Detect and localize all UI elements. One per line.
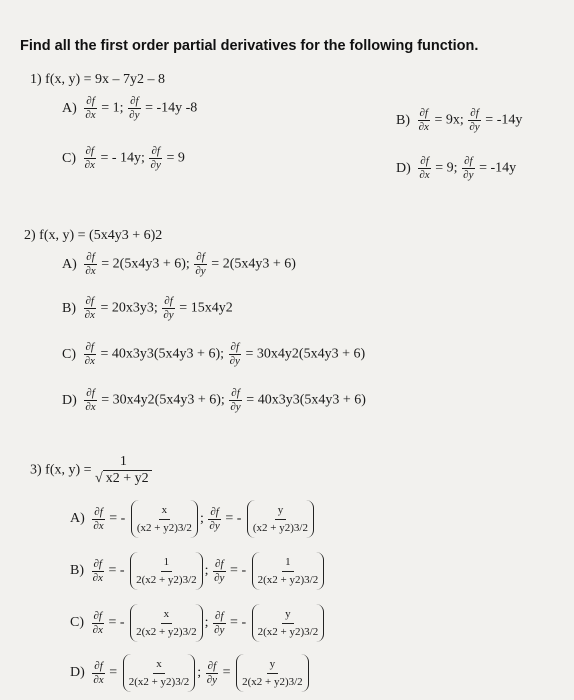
q3-option-c[interactable]: C) $\frac{\partial f}{\partial x}$ = - $\frac{x}{2(x2 + y2)3/2}$ ; $\frac{\partial f}{\partial y}$ = - $\frac{y}{2(x2 + y2)3/2}$ [70,604,326,642]
q3-stem: 3) f(x, y) = $\frac{1}{√ x2 + y2}$ [30,454,152,487]
q1-option-c[interactable]: C) $\frac{\partial f}{\partial x}$ = - 14y; $\frac{\partial f}{\partial y}$ = 9 [62,145,185,171]
q3-option-b[interactable]: B) $\frac{\partial f}{\partial x}$ = - $\frac{1}{2(x2 + y2)3/2}$ ; $\frac{\partial f}{\partial y}$ = - $\frac{1}{2(x2 + y2)3/2}$ [70,552,326,590]
q1-option-a[interactable]: A) $\frac{\partial f}{\partial x}$ = 1; $\frac{\partial f}{\partial y}$ = -14y -8 [62,95,198,121]
q2-option-b[interactable]: B) $\frac{\partial f}{\partial x}$ = 20x3y3; $\frac{\partial f}{\partial y}$ = 15x4y2 [62,295,233,321]
page-title: Find all the first order partial derivatives for the following function. [20,38,479,54]
q2-stem: 2) f(x, y) = (5x4y3 + 6)2 [24,228,163,243]
q1-option-d[interactable]: D) $\frac{\partial f}{\partial x}$ = 9; $\frac{\partial f}{\partial y}$ = -14y [396,155,517,181]
q2-option-d[interactable]: D) $\frac{\partial f}{\partial x}$ = 30x4y2(5x4y3 + 6); $\frac{\partial f}{\partial y}$ = 40x3y3(5x4y3 + 6) [62,387,366,413]
q3-option-d[interactable]: D) $\frac{\partial f}{\partial x}$ = $\frac{x}{2(x2 + y2)3/2}$ ; $\frac{\partial f}{\partial y}$ = $\frac{y}{2(x2 + y2)3/2}$ [70,654,311,692]
q1-stem: 1) f(x, y) = 9x – 7y2 – 8 [30,72,166,87]
q3-option-a[interactable]: A) $\frac{\partial f}{\partial x}$ = - $\frac{x}{(x2 + y2)3/2}$ ; $\frac{\partial f}{\partial y}$ = - $\frac{y}{(x2 + y2)3/2}$ [70,500,316,538]
q2-option-a[interactable]: A) $\frac{\partial f}{\partial x}$ = 2(5x4y3 + 6); $\frac{\partial f}{\partial y}$ = 2(5x4y3 + 6) [62,251,296,277]
q1-option-b[interactable]: B) $\frac{\partial f}{\partial x}$ = 9x; $\frac{\partial f}{\partial y}$ = -14y [396,107,523,133]
q2-option-c[interactable]: C) $\frac{\partial f}{\partial x}$ = 40x3y3(5x4y3 + 6); $\frac{\partial f}{\partial y}$ = 30x4y2(5x4y3 + 6) [62,341,366,367]
